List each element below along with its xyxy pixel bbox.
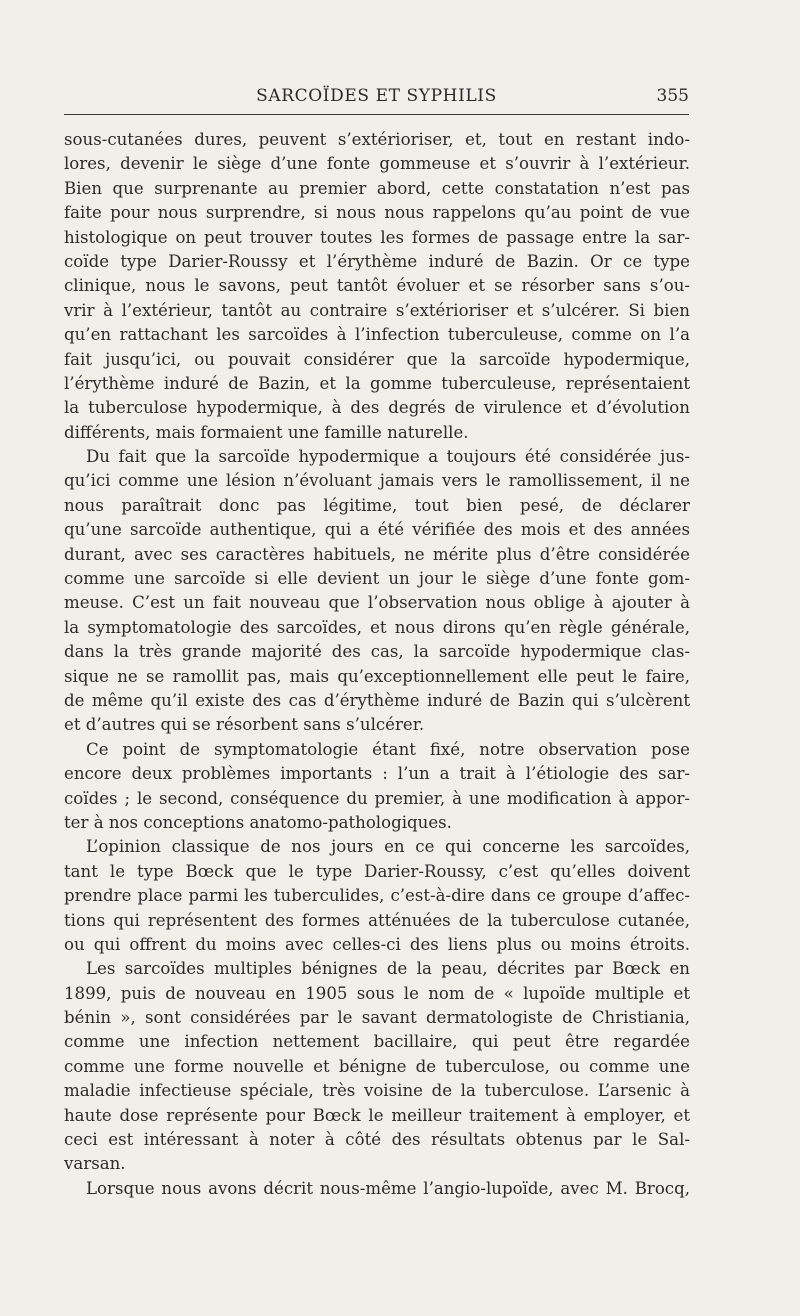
text-line: histologique on peut trouver toutes les formes de passage entre la sar- xyxy=(64,227,690,247)
text-line: fait jusqu’ici, ou pouvait considérer que la sarcoïde hypodermique, xyxy=(64,349,690,369)
text-line: 1899, puis de nouveau en 1905 sous le nom de « lupoïde multiple et xyxy=(64,983,690,1003)
text-line: nous paraîtrait donc pas légitime, tout bien pesé, de déclarer xyxy=(64,495,690,515)
text-line: différents, mais formaient une famille naturelle. xyxy=(64,422,469,442)
text-line: faite pour nous surprendre, si nous nous rappelons qu’au point de vue xyxy=(64,203,690,223)
running-header xyxy=(64,84,689,108)
page-number: 355 xyxy=(656,86,689,106)
text-line: lores, devenir le siège d’une fonte gommeuse et s’ouvrir à l’extérieur. xyxy=(64,154,690,174)
text-line: tant le type Bœck que le type Darier-Roussy, c’est qu’elles doivent xyxy=(64,861,690,881)
running-title: SARCOÏDES ET SYPHILIS xyxy=(256,86,497,106)
text-line: varsan. xyxy=(64,1154,126,1174)
text-line: durant, avec ses caractères habituels, ne mérite plus d’être considérée xyxy=(64,544,690,564)
text-line: de même qu’il existe des cas d’érythème induré de Bazin qui s’ulcèrent xyxy=(64,690,690,710)
text-line: Lorsque nous avons décrit nous-même l’angio-lupoïde, avec M. Brocq, xyxy=(86,1178,690,1198)
text-line: meuse. C’est un fait nouveau que l’observation nous oblige à ajouter à xyxy=(64,593,690,613)
text-line: qu’une sarcoïde authentique, qui a été vérifiée des mois et des années xyxy=(64,520,690,540)
text-line: comme une infection nettement bacillaire, qui peut être regardée xyxy=(64,1032,690,1052)
text-line: Les sarcoïdes multiples bénignes de la peau, décrites par Bœck en xyxy=(86,959,690,979)
text-line: clinique, nous le savons, peut tantôt évoluer et se résorber sans s’ou- xyxy=(64,276,690,296)
text-line: coïde type Darier-Roussy et l’érythème induré de Bazin. Or ce type xyxy=(64,251,690,271)
text-line: ceci est intéressant à noter à côté des résultats obtenus par le Sal- xyxy=(64,1130,690,1150)
text-line: qu’en rattachant les sarcoïdes à l’infection tuberculeuse, comme on l’a xyxy=(64,325,690,345)
text-line: la symptomatologie des sarcoïdes, et nous dirons qu’en règle générale, xyxy=(64,617,690,637)
text-line: Ce point de symptomatologie étant fixé, notre observation pose xyxy=(86,739,690,759)
text-line: ou qui offrent du moins avec celles-ci des liens plus ou moins étroits. xyxy=(64,934,690,954)
text-line: et d’autres qui se résorbent sans s’ulcérer. xyxy=(64,715,425,735)
text-line: qu’ici comme une lésion n’évoluant jamais vers le ramollissement, il ne xyxy=(64,471,690,491)
text-line: encore deux problèmes importants : l’un a trait à l’étiologie des sar- xyxy=(64,764,690,784)
text-line: dans la très grande majorité des cas, la sarcoïde hypodermique clas- xyxy=(64,642,690,662)
text-line: comme une forme nouvelle et bénigne de tuberculose, ou comme une xyxy=(64,1056,690,1076)
text-line: tions qui représentent des formes atténuées de la tuberculose cutanée, xyxy=(64,910,690,930)
body-text xyxy=(64,128,690,1201)
text-line: comme une sarcoïde si elle devient un jour le siège d’une fonte gom- xyxy=(64,569,690,589)
text-line: haute dose représente pour Bœck le meilleur traitement à employer, et xyxy=(64,1105,690,1125)
text-line: bénin », sont considérées par le savant dermatologiste de Christiania, xyxy=(64,1008,690,1028)
text-line: sique ne se ramollit pas, mais qu’exceptionnellement elle peut le faire, xyxy=(64,666,690,686)
text-line: Du fait que la sarcoïde hypodermique a toujours été considérée jus- xyxy=(86,447,690,467)
header-rule xyxy=(64,114,689,115)
text-line: la tuberculose hypodermique, à des degrés de virulence et d’évolution xyxy=(64,398,690,418)
text-line: ter à nos conceptions anatomo-pathologiques. xyxy=(64,812,452,832)
text-line: sous-cutanées dures, peuvent s’extérioriser, et, tout en restant indo- xyxy=(64,130,690,149)
text-line: L’opinion classique de nos jours en ce qui concerne les sarcoïdes, xyxy=(86,837,690,857)
text-line: vrir à l’extérieur, tantôt au contraire s’extérioriser et s’ulcérer. Si bien xyxy=(64,300,690,320)
text-line: l’érythème induré de Bazin, et la gomme tuberculeuse, représentaient xyxy=(64,373,690,393)
text-line: prendre place parmi les tuberculides, c’est-à-dire dans ce groupe d’affec- xyxy=(64,886,690,906)
text-line: maladie infectieuse spéciale, très voisine de la tuberculose. L’arsenic à xyxy=(64,1081,690,1101)
text-line: Bien que surprenante au premier abord, cette constatation n’est pas xyxy=(64,178,690,198)
text-line: coïdes ; le second, conséquence du premier, à une modification à appor- xyxy=(64,788,690,808)
